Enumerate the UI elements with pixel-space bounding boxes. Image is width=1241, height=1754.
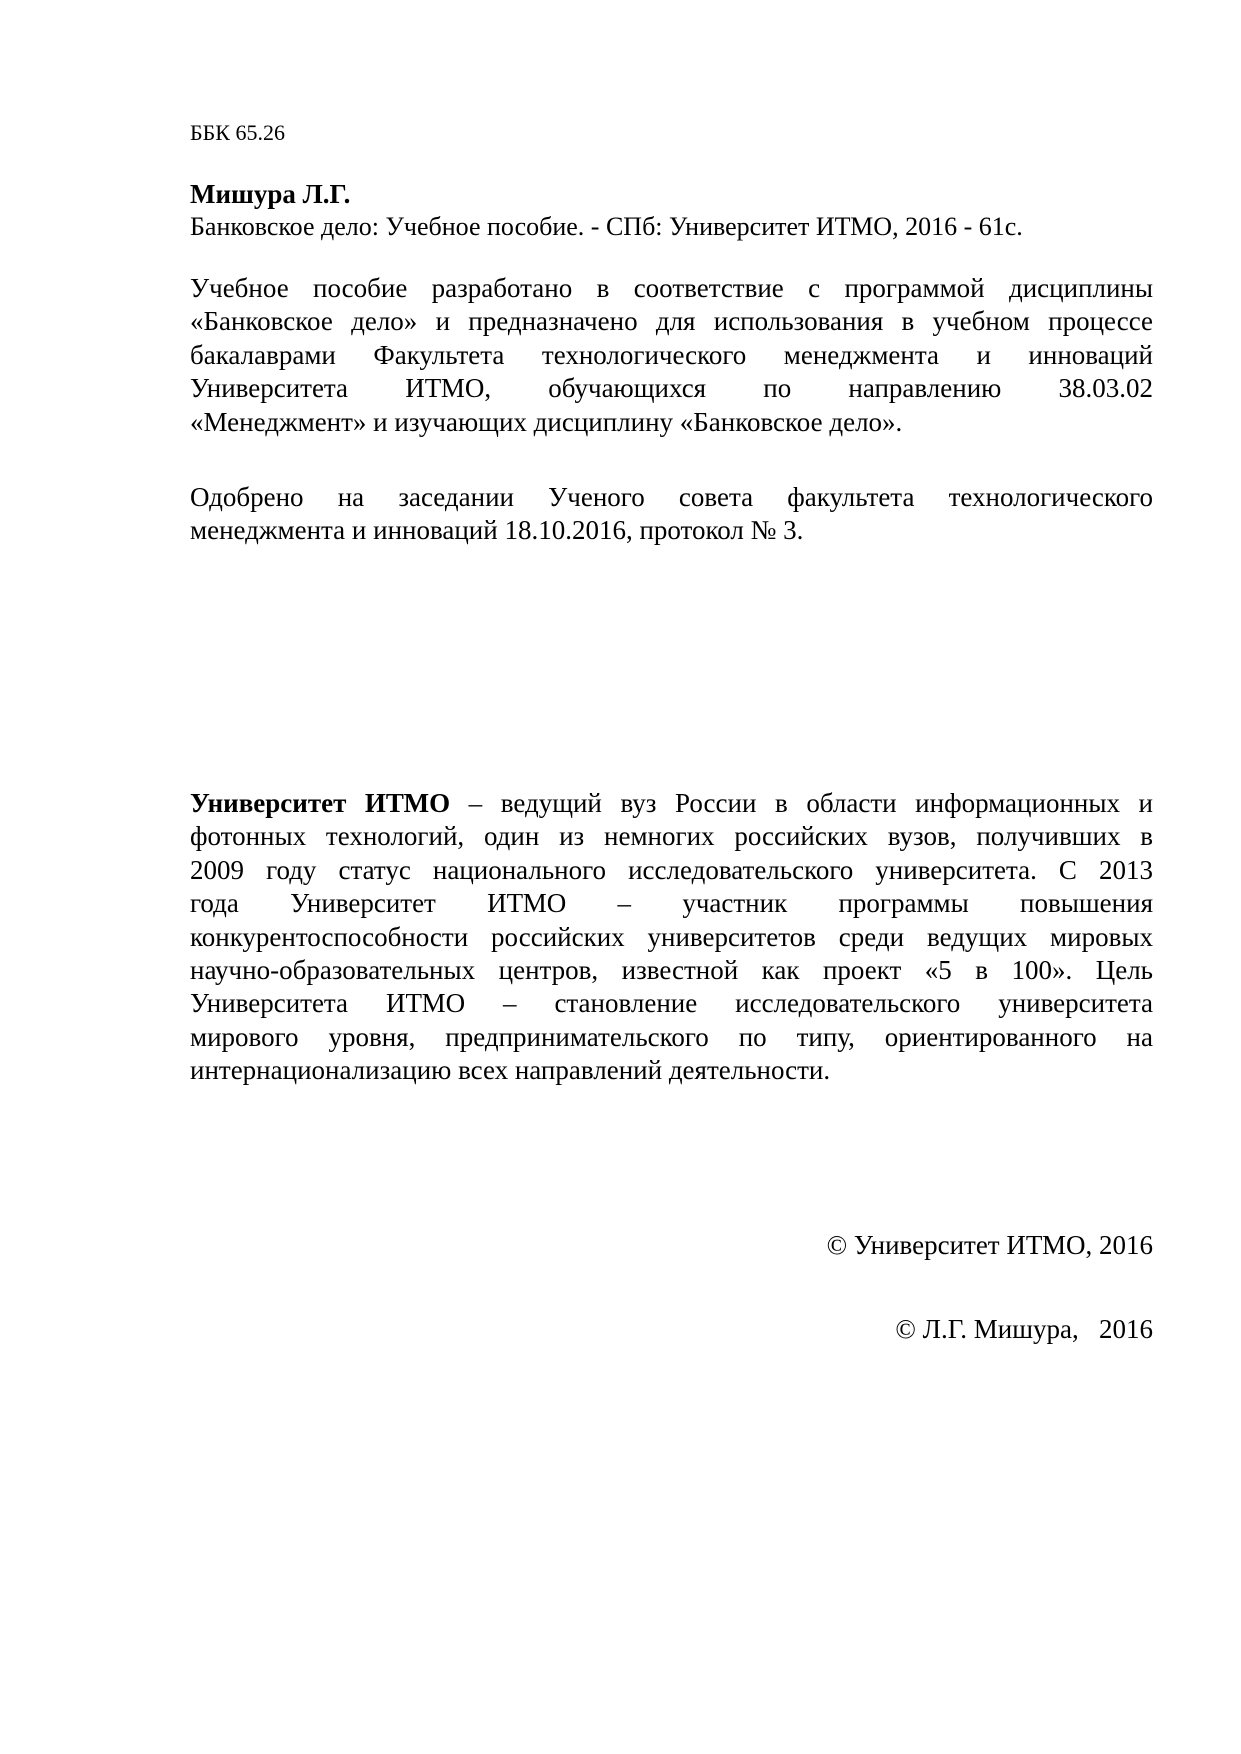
university-about-paragraph (190, 787, 1153, 1088)
about-line: года Университет ИТМО – участник программы повышения (190, 888, 1153, 919)
about-line: мирового уровня, предпринимательского по типу, ориентированного на (190, 1021, 1153, 1052)
about-line: 2009 году статус национального исследовательского университета. С 2013 (190, 854, 1153, 885)
approval-paragraph (190, 481, 1153, 548)
annotation-line: «Менеджмент» и изучающих дисциплину «Банковское дело». (190, 406, 903, 437)
annotation-line: «Банковское дело» и предназначено для использования в учебном процессе (190, 306, 1153, 337)
university-name-bold: Университет ИТМО (190, 788, 451, 818)
approval-line: Одобрено на заседании Ученого совета факультета технологического (190, 482, 1153, 512)
annotation-line: Университета ИТМО, обучающихся по направлению 38.03.02 (190, 373, 1153, 404)
copyright-university: © Университет ИТМО, 2016 (826, 1230, 1153, 1260)
author-name: Мишура Л.Г. (190, 179, 351, 209)
approval-line: менеджмента и инноваций 18.10.2016, протокол № 3. (190, 515, 804, 546)
copyright-author: © Л.Г. Мишура, 2016 (895, 1314, 1153, 1344)
about-line: интернационализацию всех направлений деятельности. (190, 1055, 831, 1086)
about-line: Университета ИТМО – становление исследовательского университета (190, 988, 1153, 1019)
about-line: конкурентоспособности российских университетов среди ведущих мировых (190, 921, 1153, 952)
bbk-code: ББК 65.26 (190, 120, 285, 145)
about-first-line-rest: – ведущий вуз России в области информационных и (450, 788, 1154, 818)
about-line: фотонных технологий, один из немногих российских вузов, получивших в (190, 821, 1153, 852)
about-first-line (190, 787, 1153, 820)
about-line: научно-образовательных центров, известной как проект «5 в 100». Цель (190, 954, 1153, 985)
bibliographic-citation: Банковское дело: Учебное пособие. - СПб: Университет ИТМО, 2016 - 61с. (190, 212, 1023, 241)
annotation-line: Учебное пособие разработано в соответствие с программой дисциплины (190, 273, 1153, 303)
annotation-paragraph (190, 272, 1153, 439)
annotation-line: бакалаврами Факультета технологического менеджмента и инноваций (190, 339, 1153, 370)
